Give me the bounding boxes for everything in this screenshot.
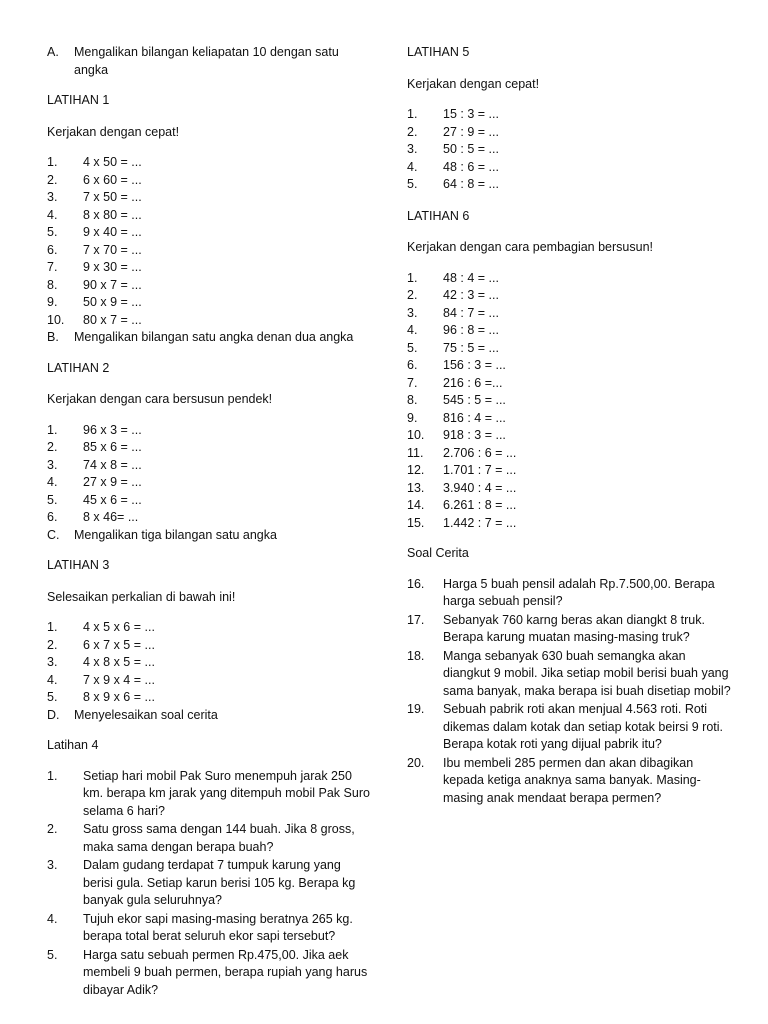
item-text: 7 x 70 = ... [83, 242, 142, 257]
item-text: Sebanyak 760 karng beras akan diangkt 8 truk. Berapa karung muatan masing-masing truk? [443, 612, 705, 644]
item-number: 4. [47, 475, 58, 489]
item-number: 6. [407, 358, 418, 372]
item-text: 2.706 : 6 = ... [443, 445, 517, 460]
item-number: 1. [47, 155, 58, 169]
list-item [47, 312, 372, 330]
list-item [407, 340, 732, 358]
list-item [407, 357, 732, 375]
item-text: 1.442 : 7 = ... [443, 515, 517, 530]
item-text: Sebuah pabrik roti akan menjual 4.563 roti. Roti dikemas dalam kotak dan setiap kotak beirsi 9 roti. Berapa kotak roti yang dijual pabrik itu? [443, 702, 723, 751]
list-item [47, 821, 372, 856]
item-number: 9. [47, 295, 58, 309]
item-text: 3.940 : 4 = ... [443, 480, 517, 495]
item-number: 1. [47, 422, 58, 437]
list-item [407, 497, 732, 515]
item-number: 3. [47, 858, 58, 872]
list-item [47, 654, 372, 672]
item-number: 10. [47, 312, 65, 327]
item-text: 9 x 30 = ... [83, 260, 142, 274]
item-text: 42 : 3 = ... [443, 288, 499, 302]
list-item [47, 457, 372, 475]
item-number: 17. [407, 612, 425, 627]
item-text: 4 x 8 x 5 = ... [83, 655, 155, 669]
soal-cerita-heading: Soal Cerita [407, 546, 469, 560]
list-item [47, 439, 372, 457]
latihan1-list [47, 154, 372, 329]
item-text: 4 x 5 x 6 = ... [83, 620, 155, 634]
list-item [47, 172, 372, 190]
latihan1-instruction: Kerjakan dengan cepat! [47, 124, 180, 139]
item-text: 85 x 6 = ... [83, 440, 142, 454]
list-item [47, 689, 372, 707]
item-number: 5. [47, 492, 58, 507]
list-item [47, 259, 372, 277]
item-text: 816 : 4 = ... [443, 410, 506, 425]
item-text: 50 x 9 = ... [83, 295, 142, 309]
item-number: 2. [47, 440, 58, 454]
list-item [407, 106, 732, 124]
item-number: 4. [407, 323, 418, 337]
item-text: 8 x 9 x 6 = ... [83, 690, 155, 704]
item-number: 3. [407, 305, 418, 320]
list-item [47, 509, 372, 527]
section-title: Mengalikan bilangan keliapatan 10 dengan satu angka [74, 45, 339, 77]
list-item [407, 701, 732, 754]
list-item [407, 612, 732, 647]
item-text: 4 x 50 = ... [83, 155, 142, 169]
item-number: 11. [407, 445, 424, 460]
section-letter: A. [47, 45, 59, 59]
item-text: 96 : 8 = ... [443, 323, 499, 337]
item-text: 6 x 60 = ... [83, 172, 142, 187]
item-number: 8. [407, 393, 418, 407]
item-text: Harga 5 buah pensil adalah Rp.7.500,00. Berapa harga sebuah pensil? [443, 576, 715, 608]
list-item [47, 672, 372, 690]
item-number: 1. [47, 768, 58, 783]
list-item [47, 189, 372, 207]
item-text: 6 x 7 x 5 = ... [83, 637, 155, 652]
item-number: 4. [47, 911, 58, 926]
list-item [407, 445, 732, 463]
item-text: 50 : 5 = ... [443, 142, 499, 156]
left-column [47, 44, 372, 1000]
item-text: Harga satu sebuah permen Rp.475,00. Jika aek membeli 9 buah permen, berapa rupiah yang harus dibayar Adik? [83, 947, 368, 997]
item-number: 2. [407, 124, 418, 139]
section-c-heading [47, 527, 372, 545]
item-number: 4. [47, 672, 58, 687]
section-letter: B. [47, 330, 59, 344]
latihan5-instruction: Kerjakan dengan cepat! [407, 76, 540, 91]
latihan4-list [47, 768, 372, 1000]
latihan6-heading: LATIHAN 6 [407, 208, 470, 223]
list-item [407, 270, 732, 288]
item-number: 5. [407, 177, 418, 191]
item-number: 5. [47, 225, 58, 239]
list-item [47, 619, 372, 637]
list-item [47, 911, 372, 946]
latihan4-heading: Latihan 4 [47, 738, 99, 752]
item-number: 5. [47, 947, 58, 962]
item-text: 45 x 6 = ... [83, 492, 142, 507]
list-item [47, 422, 372, 440]
item-number: 7. [407, 375, 418, 390]
list-item [47, 492, 372, 510]
item-text: 80 x 7 = ... [83, 312, 142, 327]
item-number: 19. [407, 702, 425, 716]
item-number: 1. [47, 620, 58, 634]
list-item [407, 287, 732, 305]
latihan2-list [47, 422, 372, 527]
item-number: 3. [47, 457, 58, 472]
item-text: 7 x 9 x 4 = ... [83, 672, 155, 687]
item-text: Ibu membeli 285 permen dan akan dibagikan kepada ketiga anaknya sama banyak. Masing-masing anak mendaat berapa permen? [443, 755, 701, 805]
item-text: 6.261 : 8 = ... [443, 498, 517, 512]
list-item [47, 857, 372, 910]
item-text: 9 x 40 = ... [83, 225, 142, 239]
item-number: 5. [47, 690, 58, 704]
item-number: 4. [47, 207, 58, 222]
item-text: 75 : 5 = ... [443, 340, 499, 355]
item-number: 10. [407, 428, 425, 442]
item-number: 2. [407, 288, 418, 302]
list-item [47, 474, 372, 492]
item-number: 2. [47, 637, 58, 652]
right-column [407, 44, 732, 808]
item-text: 48 : 6 = ... [443, 159, 499, 174]
list-item [47, 947, 372, 1000]
list-item [407, 480, 732, 498]
item-text: 15 : 3 = ... [443, 107, 499, 121]
item-number: 2. [47, 172, 58, 187]
item-number: 2. [47, 822, 58, 836]
item-number: 5. [407, 340, 418, 355]
section-letter: D. [47, 707, 60, 722]
item-text: 74 x 8 = ... [83, 457, 142, 472]
latihan3-heading: LATIHAN 3 [47, 558, 110, 572]
latihan5-list [407, 106, 732, 194]
item-text: Manga sebanyak 630 buah semangka akan diangkut 9 mobil. Jika setiap mobil berisi buah yang sama banyak, maka berapa isi buah disetiap mobil? [443, 648, 731, 698]
list-item [407, 305, 732, 323]
item-text: 27 : 9 = ... [443, 124, 499, 139]
latihan6-instruction: Kerjakan dengan cara pembagian bersusun! [407, 240, 654, 254]
item-number: 3. [47, 190, 58, 204]
item-text: 545 : 5 = ... [443, 393, 506, 407]
list-item [47, 224, 372, 242]
item-text: 216 : 6 =... [443, 375, 503, 390]
list-item [47, 242, 372, 260]
section-title: Mengalikan bilangan satu angka denan dua angka [74, 330, 354, 344]
item-number: 6. [47, 242, 58, 257]
item-text: Dalam gudang terdapat 7 tumpuk karung yang berisi gula. Setiap karun berisi 105 kg. Berapa kg banyak gula seluruhnya? [83, 858, 356, 907]
list-item [47, 154, 372, 172]
list-item [407, 322, 732, 340]
item-text: 90 x 7 = ... [83, 277, 142, 292]
item-number: 9. [407, 410, 418, 425]
item-text: 27 x 9 = ... [83, 475, 142, 489]
item-text: 156 : 3 = ... [443, 358, 506, 372]
item-number: 16. [407, 576, 425, 591]
list-item [407, 159, 732, 177]
soal-cerita-list [407, 576, 732, 808]
list-item [47, 768, 372, 821]
item-number: 1. [407, 270, 418, 285]
list-item [407, 427, 732, 445]
list-item [407, 392, 732, 410]
item-text: Tujuh ekor sapi masing-masing beratnya 265 kg. berapa total berat seluruh ekor sapi tersebut? [83, 911, 353, 943]
item-text: 48 : 4 = ... [443, 270, 499, 285]
section-a-heading [47, 44, 372, 79]
item-text: 84 : 7 = ... [443, 305, 499, 320]
list-item [407, 375, 732, 393]
latihan6-list [407, 270, 732, 533]
item-number: 13. [407, 480, 425, 495]
item-text: 7 x 50 = ... [83, 190, 142, 204]
list-item [407, 462, 732, 480]
list-item [407, 648, 732, 701]
section-letter: C. [47, 527, 60, 542]
item-number: 6. [47, 510, 58, 524]
section-d-heading [47, 707, 372, 725]
item-text: 64 : 8 = ... [443, 177, 499, 191]
item-text: 918 : 3 = ... [443, 428, 506, 442]
section-b-heading [47, 329, 372, 347]
list-item [407, 576, 732, 611]
list-item [47, 277, 372, 295]
list-item [407, 124, 732, 142]
item-number: 3. [47, 655, 58, 669]
list-item [47, 294, 372, 312]
list-item [407, 141, 732, 159]
item-number: 7. [47, 260, 58, 274]
item-text: Setiap hari mobil Pak Suro menempuh jarak 250 km. berapa km jarak yang ditempuh mobil Pak Suro selama 6 hari? [83, 768, 370, 818]
latihan3-list [47, 619, 372, 707]
item-number: 1. [407, 107, 418, 121]
latihan5-heading: LATIHAN 5 [407, 45, 470, 59]
list-item [47, 207, 372, 225]
list-item [407, 176, 732, 194]
item-number: 8. [47, 277, 58, 292]
item-number: 3. [407, 142, 418, 156]
latihan2-heading: LATIHAN 2 [47, 360, 110, 375]
item-text: 8 x 46= ... [83, 510, 139, 524]
item-number: 18. [407, 648, 425, 663]
item-number: 4. [407, 159, 418, 174]
latihan3-instruction: Selesaikan perkalian di bawah ini! [47, 589, 236, 604]
latihan2-instruction: Kerjakan dengan cara bersusun pendek! [47, 392, 273, 406]
item-number: 14. [407, 498, 425, 512]
list-item [407, 515, 732, 533]
latihan1-heading: LATIHAN 1 [47, 93, 110, 107]
item-number: 12. [407, 463, 425, 477]
item-text: 96 x 3 = ... [83, 422, 142, 437]
item-number: 15. [407, 515, 425, 530]
list-item [407, 755, 732, 808]
list-item [47, 637, 372, 655]
section-title: Mengalikan tiga bilangan satu angka [74, 527, 277, 542]
item-text: Satu gross sama dengan 144 buah. Jika 8 gross, maka sama dengan berapa buah? [83, 822, 355, 854]
list-item [407, 410, 732, 428]
item-text: 1.701 : 7 = ... [443, 463, 517, 477]
section-title: Menyelesaikan soal cerita [74, 707, 218, 722]
item-number: 20. [407, 755, 425, 770]
item-text: 8 x 80 = ... [83, 207, 142, 222]
